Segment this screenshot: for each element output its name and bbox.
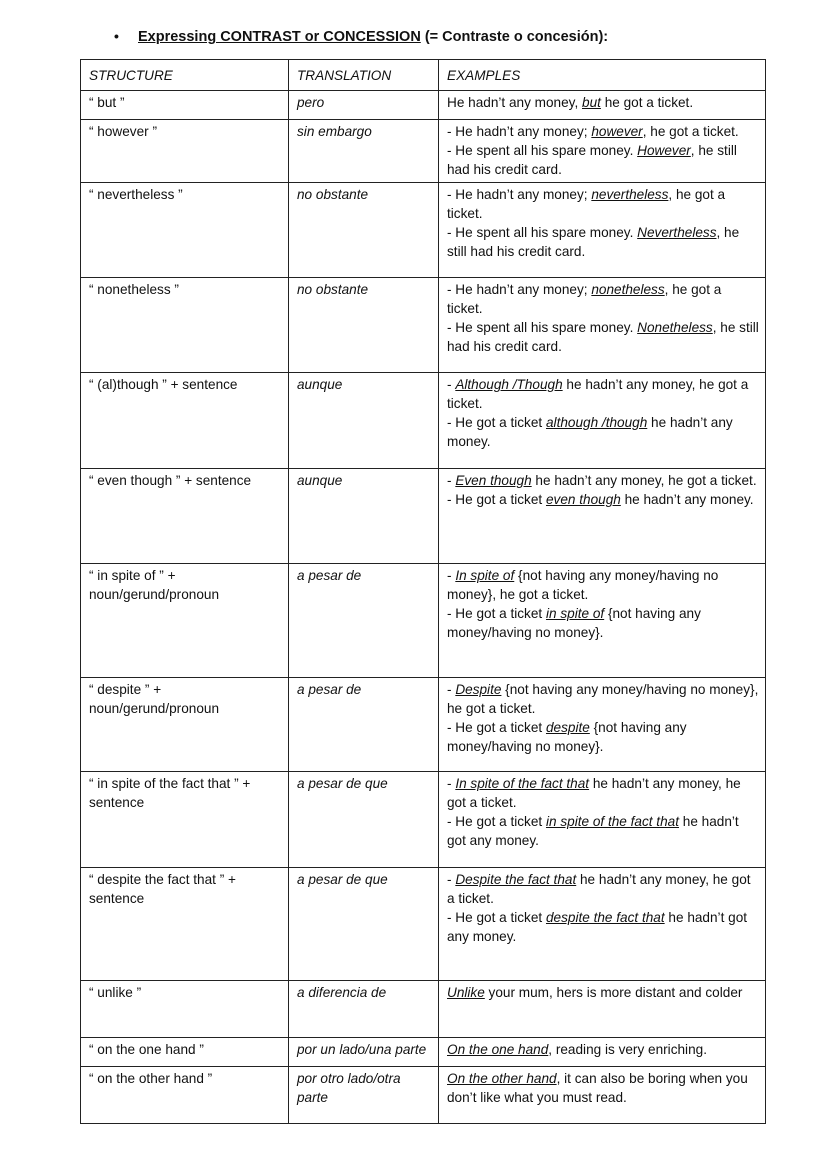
translation-cell: aunque	[289, 373, 439, 469]
example-text: - He got a ticket	[447, 415, 546, 430]
examples-cell	[439, 1067, 766, 1124]
example-sentence	[447, 93, 759, 112]
table-row	[81, 183, 766, 278]
example-text: {not having any money/having no money}, he got a ticket.	[447, 568, 719, 602]
structure-cell: “ however ”	[81, 120, 289, 183]
example-sentence	[447, 1040, 759, 1059]
example-text: {not having any money/having no money}.	[447, 606, 701, 640]
example-text: , he still had his credit card.	[447, 225, 740, 259]
section-heading	[114, 28, 608, 45]
example-text: - He got a ticket	[447, 720, 546, 735]
examples-cell	[439, 469, 766, 564]
example-sentence	[447, 223, 759, 261]
translation-cell: por un lado/una parte	[289, 1038, 439, 1067]
example-sentence	[447, 185, 759, 223]
translation-cell: pero	[289, 91, 439, 120]
translation-cell: aunque	[289, 469, 439, 564]
example-sentence	[447, 375, 759, 413]
example-sentence	[447, 280, 759, 318]
bullet: •	[114, 28, 119, 44]
example-text: -	[447, 377, 456, 392]
example-sentence	[447, 812, 759, 850]
example-keyword: nevertheless	[591, 187, 669, 202]
example-keyword: Despite	[455, 682, 502, 697]
example-sentence	[447, 870, 759, 908]
example-text: - He spent all his spare money.	[447, 225, 638, 240]
example-keyword: On the one hand	[447, 1042, 549, 1057]
example-text: he hadn’t got any money.	[447, 814, 739, 848]
example-text: he got a ticket.	[600, 95, 694, 110]
example-text: , he got a ticket.	[642, 124, 739, 139]
structure-cell: “ in spite of ” + noun/gerund/pronoun	[81, 564, 289, 678]
example-keyword: even though	[545, 492, 621, 507]
example-text: - He got a ticket	[447, 606, 546, 621]
example-sentence	[447, 566, 759, 604]
example-keyword: Nevertheless	[637, 225, 717, 240]
translation-cell: a pesar de que	[289, 868, 439, 981]
example-text: - He hadn’t any money;	[447, 124, 592, 139]
table-row	[81, 373, 766, 469]
examples-cell	[439, 120, 766, 183]
translation-cell: a pesar de que	[289, 772, 439, 868]
example-text: - He hadn’t any money;	[447, 187, 592, 202]
translation-cell: sin embargo	[289, 120, 439, 183]
example-text: your mum, hers is more distant and colder	[484, 985, 743, 1000]
example-keyword: Despite the fact that	[455, 872, 577, 887]
example-sentence	[447, 413, 759, 451]
examples-cell	[439, 1038, 766, 1067]
example-keyword: Nonetheless	[637, 320, 713, 335]
example-text: he hadn’t got any money.	[447, 910, 748, 944]
example-text: - He spent all his spare money.	[447, 320, 638, 335]
examples-cell	[439, 91, 766, 120]
translation-cell: no obstante	[289, 278, 439, 373]
example-sentence	[447, 1069, 759, 1107]
structure-cell: “ despite the fact that ” + sentence	[81, 868, 289, 981]
table-row	[81, 564, 766, 678]
examples-cell	[439, 981, 766, 1038]
example-text: he hadn’t any money, he got a ticket.	[447, 776, 741, 810]
column-header-examples: EXAMPLES	[439, 60, 766, 91]
example-text: he hadn’t any money.	[447, 415, 733, 449]
example-sentence	[447, 141, 759, 179]
structure-cell: “ even though ” + sentence	[81, 469, 289, 564]
example-text: - He got a ticket	[447, 492, 546, 507]
example-text: -	[447, 682, 456, 697]
example-text: , reading is very enriching.	[548, 1042, 707, 1057]
translation-cell: no obstante	[289, 183, 439, 278]
heading-subtitle: (= Contraste o concesión):	[420, 29, 609, 45]
example-text: - He hadn’t any money;	[447, 282, 592, 297]
example-sentence	[447, 774, 759, 812]
example-keyword: despite the fact that	[545, 910, 665, 925]
structure-cell: “ on the other hand ”	[81, 1067, 289, 1124]
structure-cell: “ but ”	[81, 91, 289, 120]
example-keyword: However	[637, 143, 691, 158]
example-text: - He got a ticket	[447, 814, 546, 829]
examples-cell	[439, 868, 766, 981]
example-keyword: Even though	[455, 473, 532, 488]
example-text: , he got a ticket.	[447, 187, 726, 221]
translation-cell: a diferencia de	[289, 981, 439, 1038]
example-text: , it can also be boring when you don’t like what you must read.	[447, 1071, 748, 1105]
example-keyword: On the other hand	[447, 1071, 557, 1086]
example-sentence	[447, 908, 759, 946]
table-row	[81, 278, 766, 373]
example-keyword: in spite of	[545, 606, 605, 621]
example-text: -	[447, 473, 456, 488]
examples-cell	[439, 678, 766, 772]
example-text: He hadn’t any money,	[447, 95, 583, 110]
example-keyword: Although /Though	[455, 377, 563, 392]
example-sentence	[447, 490, 759, 509]
structure-cell: “ on the one hand ”	[81, 1038, 289, 1067]
example-text: -	[447, 776, 456, 791]
translation-cell: a pesar de	[289, 564, 439, 678]
structure-cell: “ nonetheless ”	[81, 278, 289, 373]
example-sentence	[447, 318, 759, 356]
example-sentence	[447, 604, 759, 642]
example-keyword: but	[582, 95, 601, 110]
table-row	[81, 91, 766, 120]
example-text: - He got a ticket	[447, 910, 546, 925]
example-keyword: nonetheless	[591, 282, 665, 297]
table-row	[81, 469, 766, 564]
example-text: , he still had his credit card.	[447, 320, 759, 354]
example-text: he hadn’t any money, he got a ticket.	[447, 377, 749, 411]
example-text: he hadn’t any money, he got a ticket.	[447, 872, 751, 906]
heading-title: Expressing CONTRAST or CONCESSION	[138, 29, 421, 45]
structure-cell: “ (al)though ” + sentence	[81, 373, 289, 469]
column-header-translation: TRANSLATION	[289, 60, 439, 91]
translation-cell: por otro lado/otra parte	[289, 1067, 439, 1124]
table-row	[81, 1038, 766, 1067]
table-row	[81, 1067, 766, 1124]
example-sentence	[447, 471, 759, 490]
examples-cell	[439, 183, 766, 278]
example-sentence	[447, 122, 759, 141]
example-text: -	[447, 568, 456, 583]
table-row	[81, 981, 766, 1038]
example-text: -	[447, 872, 456, 887]
example-keyword: Unlike	[447, 985, 485, 1000]
example-text: - He spent all his spare money.	[447, 143, 638, 158]
contrast-concession-table	[80, 59, 766, 1124]
example-text: , he got a ticket.	[447, 282, 722, 316]
example-sentence	[447, 680, 759, 718]
table-row	[81, 120, 766, 183]
table-header-row	[81, 60, 766, 91]
table-row	[81, 678, 766, 772]
examples-cell	[439, 772, 766, 868]
structure-cell: “ nevertheless ”	[81, 183, 289, 278]
table-row	[81, 868, 766, 981]
example-text: he hadn’t any money.	[620, 492, 754, 507]
example-keyword: in spite of the fact that	[545, 814, 679, 829]
example-text: {not having any money/having no money}.	[447, 720, 687, 754]
structure-cell: “ unlike ”	[81, 981, 289, 1038]
example-keyword: however	[591, 124, 643, 139]
examples-cell	[439, 278, 766, 373]
column-header-structure: STRUCTURE	[81, 60, 289, 91]
example-sentence	[447, 983, 759, 1002]
structure-cell: “ in spite of the fact that ” + sentence	[81, 772, 289, 868]
example-keyword: In spite of the fact that	[455, 776, 590, 791]
table-row	[81, 772, 766, 868]
example-text: {not having any money/having no money}, he got a ticket.	[447, 682, 759, 716]
translation-cell: a pesar de	[289, 678, 439, 772]
example-keyword: despite	[545, 720, 590, 735]
example-text: he hadn’t any money, he got a ticket.	[531, 473, 757, 488]
examples-cell	[439, 564, 766, 678]
example-keyword: although /though	[545, 415, 648, 430]
examples-cell	[439, 373, 766, 469]
example-sentence	[447, 718, 759, 756]
example-text: , he still had his credit card.	[447, 143, 737, 177]
example-keyword: In spite of	[455, 568, 515, 583]
structure-cell: “ despite ” + noun/gerund/pronoun	[81, 678, 289, 772]
